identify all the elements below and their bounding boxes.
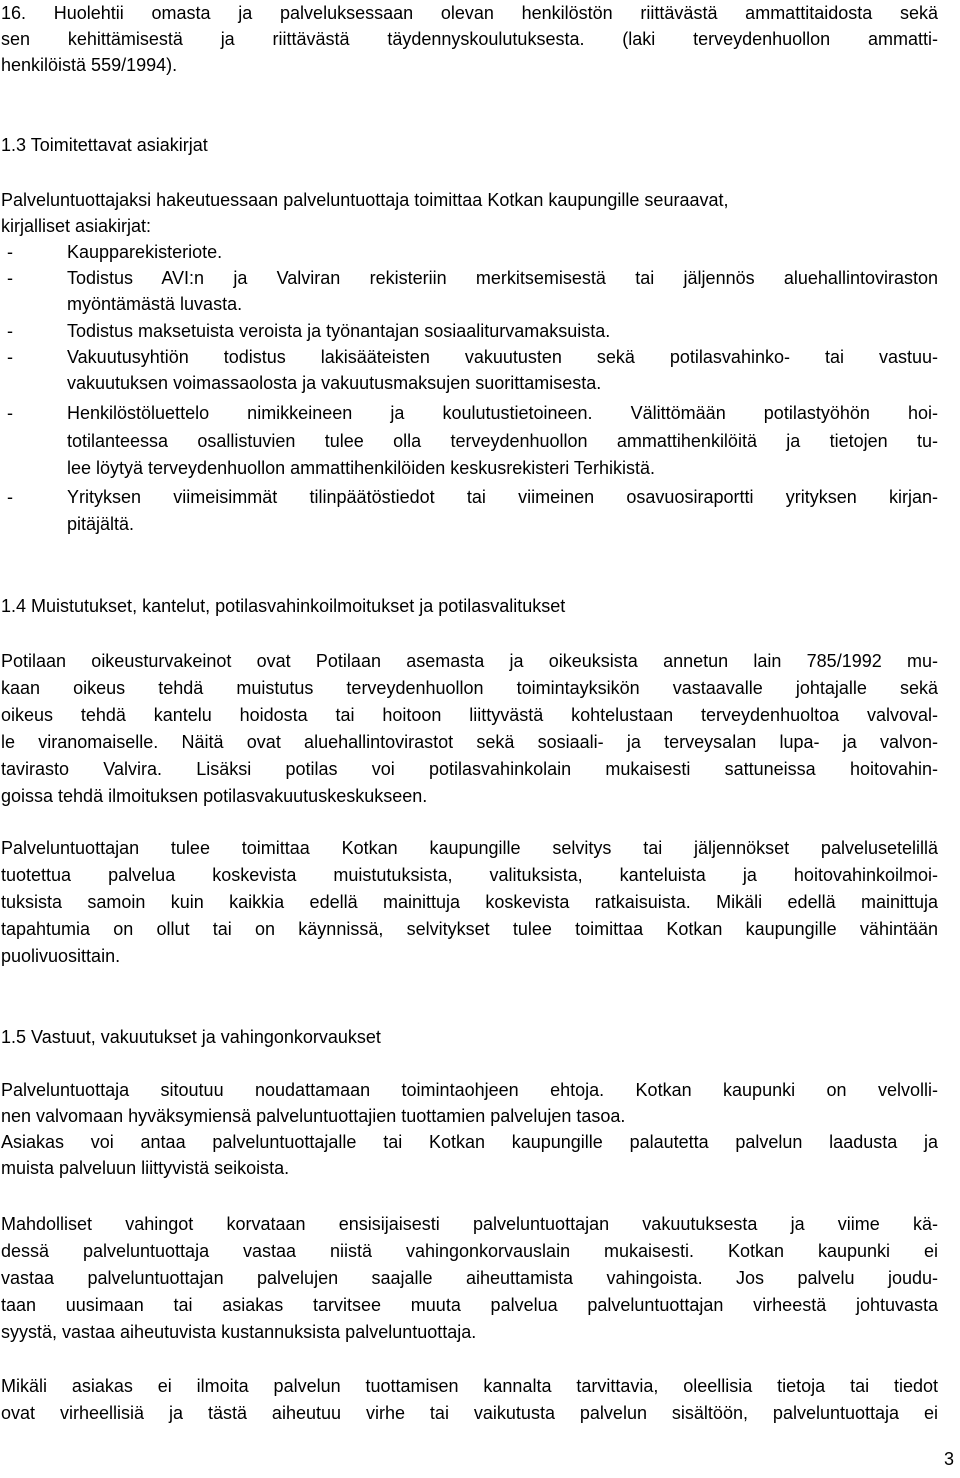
- item16-line: sen kehittämisestä ja riittävästä täydennyskoulutuksesta. (laki terveydenhuollon ammatti-: [1, 29, 938, 49]
- page-number: 3: [943, 1449, 954, 1469]
- list-item: Kaupparekisteriote.: [67, 242, 223, 262]
- paragraph-line: goissa tehdä ilmoituksen potilasvakuutuskeskukseen.: [1, 786, 428, 806]
- section-heading-1-5: 1.5 Vastuut, vakuutukset ja vahingonkorvaukset: [1, 1027, 381, 1047]
- paragraph-line: taan uusimaan tai asiakas tarvitsee muuta palvelua palveluntuottajan virheestä johtuvasta: [1, 1295, 938, 1315]
- list-item: totilanteessa osallistuvien tulee olla terveydenhuollon ammattihenkilöitä ja tietojen tu-: [67, 431, 938, 451]
- paragraph-line: vastaa palveluntuottajan palvelujen saajalle aiheuttamista vahingoista. Jos palvelu joudu-: [1, 1268, 938, 1288]
- list-dash: -: [7, 321, 13, 341]
- list-item: Todistus AVI:n ja Valviran rekisteriin merkitsemisestä tai jäljennös aluehallintoviraston: [67, 268, 938, 288]
- list-item: Todistus maksetuista veroista ja työnantajan sosiaaliturvamaksuista.: [67, 321, 611, 341]
- paragraph-line: tuotettua palvelua koskevista muistutuksista, valituksista, kanteluista ja hoitovahinkoilmoi-: [1, 865, 938, 885]
- list-item: lee löytyä terveydenhuollon ammattihenkilöiden keskusrekisteri Terhikistä.: [67, 458, 655, 478]
- list-item: Yrityksen viimeisimmät tilinpäätöstiedot tai viimeinen osavuosiraportti yrityksen kirjan-: [67, 487, 938, 507]
- paragraph-line: Mikäli asiakas ei ilmoita palvelun tuottamisen kannalta tarvittavia, oleellisia tietoja tai tiedot: [1, 1376, 938, 1396]
- paragraph-line: puolivuosittain.: [1, 946, 121, 966]
- list-item: Vakuutusyhtiön todistus lakisääteisten vakuutusten sekä potilasvahinko- tai vastuu-: [67, 347, 938, 367]
- paragraph-line: Palveluntuottajan tulee toimittaa Kotkan kaupungille selvitys tai jäljennökset palvelusetelillä: [1, 838, 938, 858]
- list-dash: -: [7, 268, 13, 288]
- list-dash: -: [7, 487, 13, 507]
- list-dash: -: [7, 403, 13, 423]
- paragraph-line: Palveluntuottaja sitoutuu noudattamaan toimintaohjeen ehtoja. Kotkan kaupunki on velvolli-: [1, 1080, 938, 1100]
- list-dash: -: [7, 347, 13, 367]
- list-item: pitäjältä.: [67, 514, 135, 534]
- section-heading-1-4: 1.4 Muistutukset, kantelut, potilasvahinkoilmoitukset ja potilasvalitukset: [1, 596, 566, 616]
- list-item: myöntämästä luvasta.: [67, 294, 243, 314]
- paragraph-line: syystä, vastaa aiheutuvista kustannuksista palveluntuottaja.: [1, 1322, 477, 1342]
- item16-line: 16. Huolehtii omasta ja palveluksessaan olevan henkilöstön riittävästä ammattitaidosta sekä: [1, 3, 938, 23]
- list-item: Henkilöstöluettelo nimikkeineen ja koulutustietoineen. Välittömään potilastyöhön hoi-: [67, 403, 938, 423]
- sec13-intro-line: Palveluntuottajaksi hakeutuessaan palveluntuottaja toimittaa Kotkan kaupungille seuraavat,: [1, 190, 729, 210]
- paragraph-line: dessä palveluntuottaja vastaa niistä vahingonkorvauslain mukaisesti. Kotkan kaupunki ei: [1, 1241, 938, 1261]
- item16-line: henkilöistä 559/1994).: [1, 55, 178, 75]
- paragraph-line: kaan oikeus tehdä muistutus terveydenhuollon toimintayksikön vastaavalle johtajalle sekä: [1, 678, 938, 698]
- paragraph-line: ovat virheellisiä ja tästä aiheutuu virhe tai vaikutusta palvelun sisältöön, palveluntuottaja ei: [1, 1403, 938, 1423]
- paragraph-line: tuksista samoin kuin kaikkia edellä mainittuja koskevista ratkaisuista. Mikäli edellä mainittuja: [1, 892, 938, 912]
- paragraph-line: nen valvomaan hyväksymiensä palveluntuottajien tuottamien palvelujen tasoa.: [1, 1106, 626, 1126]
- paragraph-line: tavirasto Valvira. Lisäksi potilas voi potilasvahinkolain mukaisesti sattuneissa hoitovahin-: [1, 759, 938, 779]
- paragraph-line: oikeus tehdä kantelu hoidosta tai hoitoon liittyvästä kohtelustaan terveydenhuoltoa valvoval-: [1, 705, 938, 725]
- section-heading-1-3: 1.3 Toimitettavat asiakirjat: [1, 135, 208, 155]
- sec13-intro-line: kirjalliset asiakirjat:: [1, 216, 152, 236]
- paragraph-line: tapahtumia on ollut tai on käynnissä, selvitykset tulee toimittaa Kotkan kaupungille vähintään: [1, 919, 938, 939]
- list-item: vakuutuksen voimassaolosta ja vakuutusmaksujen suorittamisesta.: [67, 373, 602, 393]
- list-dash: -: [7, 242, 13, 262]
- paragraph-line: Mahdolliset vahingot korvataan ensisijaisesti palveluntuottajan vakuutuksesta ja viime kä-: [1, 1214, 938, 1234]
- paragraph-line: muista palveluun liittyvistä seikoista.: [1, 1158, 290, 1178]
- paragraph-line: le viranomaiselle. Näitä ovat aluehallintovirastot sekä sosiaali- ja terveysalan lupa- ja valvon-: [1, 732, 938, 752]
- paragraph-line: Potilaan oikeusturvakeinot ovat Potilaan asemasta ja oikeuksista annetun lain 785/1992 mu-: [1, 651, 938, 671]
- paragraph-line: Asiakas voi antaa palveluntuottajalle tai Kotkan kaupungille palautetta palvelun laadusta ja: [1, 1132, 938, 1152]
